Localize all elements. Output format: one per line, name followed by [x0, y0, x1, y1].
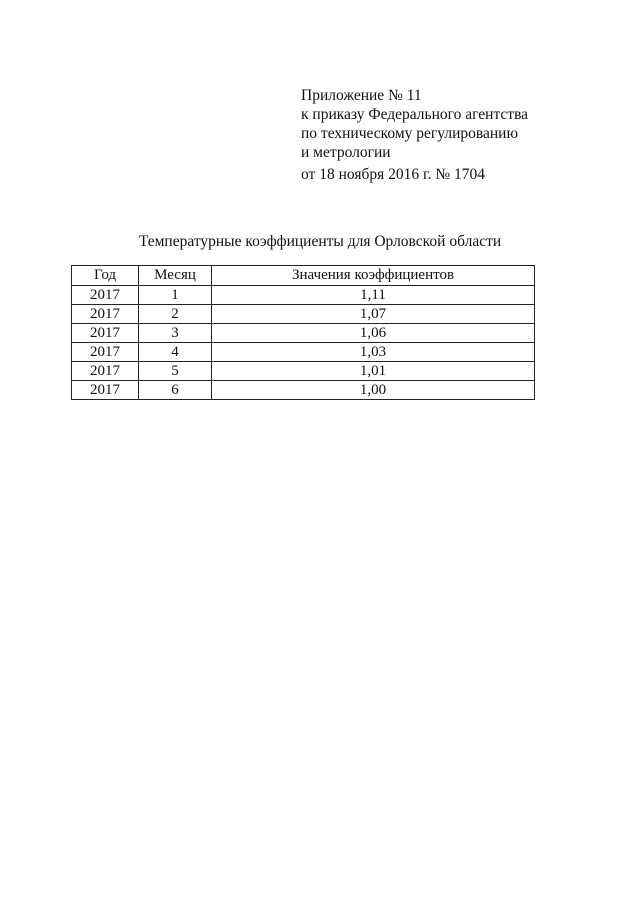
table-row [72, 305, 535, 324]
table-row [72, 324, 535, 343]
table-row [72, 286, 535, 305]
cell-year: 2017 [72, 286, 139, 305]
cell-value: 1,03 [212, 343, 535, 362]
cell-year: 2017 [72, 324, 139, 343]
table-header-row [72, 266, 535, 286]
annex-agency-line: по техническому регулированию [301, 125, 519, 142]
cell-value: 1,06 [212, 324, 535, 343]
annex-header [301, 86, 621, 184]
cell-value: 1,00 [212, 381, 535, 400]
cell-year: 2017 [72, 343, 139, 362]
table-row [72, 381, 535, 400]
cell-value: 1,07 [212, 305, 535, 324]
cell-month: 2 [139, 305, 212, 324]
cell-month: 3 [139, 324, 212, 343]
coefficients-table [71, 265, 535, 400]
cell-value: 1,11 [212, 286, 535, 305]
cell-month: 4 [139, 343, 212, 362]
header-value: Значения коэффициентов [212, 266, 535, 286]
document-title: Температурные коэффициенты для Орловской области [138, 233, 502, 250]
cell-year: 2017 [72, 381, 139, 400]
cell-year: 2017 [72, 362, 139, 381]
table-row [72, 362, 535, 381]
annex-number: Приложение № 11 [301, 87, 422, 104]
header-year: Год [72, 266, 139, 286]
header-month: Месяц [139, 266, 212, 286]
annex-metrology-line: и метрологии [301, 144, 391, 161]
cell-value: 1,01 [212, 362, 535, 381]
cell-month: 6 [139, 381, 212, 400]
table-row [72, 343, 535, 362]
cell-year: 2017 [72, 305, 139, 324]
annex-order-ref: к приказу Федерального агентства [301, 106, 529, 123]
cell-month: 5 [139, 362, 212, 381]
cell-month: 1 [139, 286, 212, 305]
annex-date: от 18 ноября 2016 г. № 1704 [301, 166, 485, 183]
